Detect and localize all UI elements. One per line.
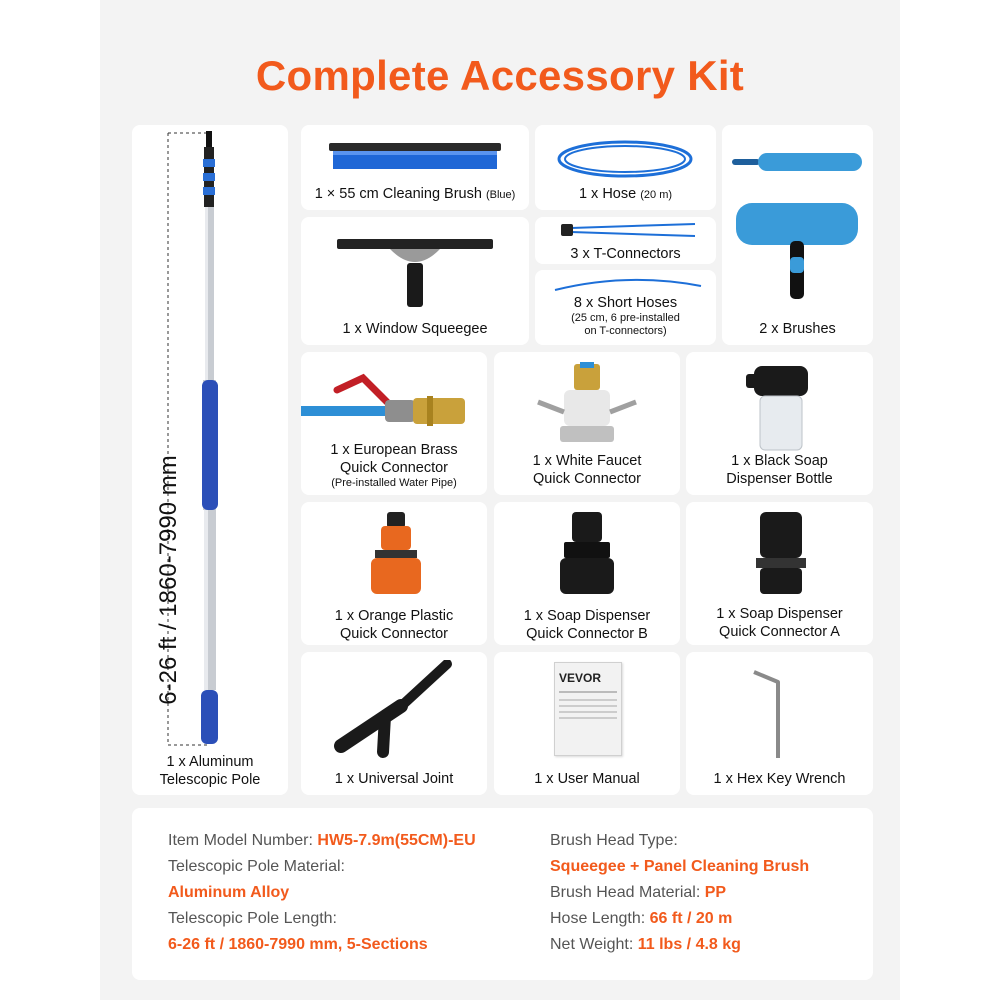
two-brushes-caption: 2 x Brushes (759, 321, 836, 337)
orange-connector-caption (301, 607, 487, 643)
spec-weight-value: 11 lbs / 4.8 kg (637, 936, 741, 953)
orange-connector-image (361, 510, 431, 600)
faucet-connector-image (534, 362, 640, 452)
orange-connector-line2: Quick Connector (340, 626, 448, 642)
spec-head-type-value: Squeegee + Panel Cleaning Brush (550, 858, 810, 875)
card-short-hoses (535, 270, 716, 345)
t-connectors-caption: 3 x T-Connectors (570, 246, 681, 262)
short-hoses-caption (535, 294, 716, 338)
squeegee-caption: 1 x Window Squeegee (342, 321, 488, 337)
short-hoses-note-line2: on T-connectors) (584, 325, 667, 337)
connector-a-caption (686, 605, 873, 641)
pole-caption-line2: Telescopic Pole (159, 772, 261, 788)
faucet-connector-caption (494, 452, 680, 488)
pole-dimension-label: 6-26 ft / 1860-7990 mm (155, 455, 182, 705)
card-brass-connector (301, 352, 487, 495)
hex-key-caption: 1 x Hex Key Wrench (713, 771, 846, 787)
user-manual-image (554, 662, 622, 756)
spec-weight-label: Net Weight: (550, 936, 634, 953)
brass-connector-line1: 1 x European Brass (330, 442, 458, 458)
hose-image (555, 135, 695, 183)
connector-a-image (746, 510, 816, 600)
spec-head-material-row (550, 880, 809, 906)
spec-model-label: Item Model Number: (168, 832, 313, 849)
cleaning-brush-label: 1 × 55 cm Cleaning Brush (314, 186, 482, 202)
spec-hose-length-value: 66 ft / 20 m (649, 910, 733, 927)
card-two-brushes (722, 125, 873, 345)
soap-bottle-image (746, 362, 816, 454)
connector-b-caption (494, 607, 680, 643)
spec-pole-length-value: 6-26 ft / 1860-7990 mm, 5-Sections (168, 936, 428, 953)
card-hose (535, 125, 716, 210)
user-manual-caption: 1 x User Manual (534, 771, 640, 787)
spec-head-type-label: Brush Head Type: (550, 832, 678, 849)
pole-caption-line1: 1 x Aluminum (166, 754, 254, 770)
brass-connector-caption (301, 441, 487, 490)
cleaning-brush-image (325, 141, 505, 181)
hex-key-image (748, 666, 808, 762)
user-manual-brand: VEVOR (559, 671, 602, 685)
card-universal-joint (301, 652, 487, 795)
connector-b-line1: 1 x Soap Dispenser (523, 608, 651, 624)
cleaning-brush-note: (Blue) (485, 189, 516, 201)
short-hoses-note-line1: (25 cm, 6 pre-installed (571, 312, 680, 324)
page-title: Complete Accessory Kit (255, 52, 745, 99)
soap-bottle-line1: 1 x Black Soap (731, 453, 828, 469)
spec-head-material-label: Brush Head Material: (550, 884, 701, 901)
card-connector-b (494, 502, 680, 645)
t-connectors-image (557, 220, 697, 240)
hose-note: (20 m) (640, 189, 673, 201)
brass-connector-image (301, 366, 487, 426)
connector-b-image (552, 510, 622, 600)
short-hoses-label: 8 x Short Hoses (573, 295, 678, 311)
card-squeegee (301, 217, 529, 345)
specs-left-column (168, 828, 476, 958)
card-user-manual (494, 652, 680, 795)
spec-head-material-value: PP (704, 884, 727, 901)
soap-bottle-line2: Dispenser Bottle (726, 471, 833, 487)
squeegee-image (335, 235, 495, 315)
pole-caption (132, 753, 288, 789)
hose-caption (535, 185, 716, 204)
specs-right-column (550, 828, 809, 958)
spec-model-value: HW5-7.9m(55CM)-EU (317, 832, 476, 849)
card-hex-key (686, 652, 873, 795)
pole-card (132, 125, 288, 795)
card-faucet-connector (494, 352, 680, 495)
spec-model-row (168, 828, 476, 854)
faucet-connector-line2: Quick Connector (533, 471, 641, 487)
spec-hose-length-row (550, 906, 809, 932)
soap-bottle-caption (686, 452, 873, 488)
card-orange-connector (301, 502, 487, 645)
brass-connector-note: (Pre-installed Water Pipe) (331, 477, 457, 489)
connector-a-line1: 1 x Soap Dispenser (716, 606, 843, 622)
cleaning-brush-caption (301, 185, 529, 204)
brushes-image (732, 145, 862, 305)
hose-label: 1 x Hose (578, 186, 637, 202)
connector-b-line2: Quick Connector B (526, 626, 648, 642)
spec-weight-row (550, 932, 809, 958)
card-t-connectors (535, 217, 716, 264)
card-cleaning-brush (301, 125, 529, 210)
brass-connector-line2: Quick Connector (340, 460, 448, 476)
card-soap-bottle (686, 352, 873, 495)
universal-joint-image (331, 660, 457, 760)
spec-pole-length-label: Telescopic Pole Length: (168, 910, 337, 927)
universal-joint-caption: 1 x Universal Joint (334, 771, 454, 787)
spec-pole-material-label: Telescopic Pole Material: (168, 858, 345, 875)
card-connector-a (686, 502, 873, 645)
orange-connector-line1: 1 x Orange Plastic (334, 608, 454, 624)
spec-pole-material-value: Aluminum Alloy (168, 884, 290, 901)
connector-a-line2: Quick Connector A (719, 624, 840, 640)
short-hoses-image (553, 276, 703, 294)
specs-panel (132, 808, 873, 980)
faucet-connector-line1: 1 x White Faucet (532, 453, 642, 469)
spec-hose-length-label: Hose Length: (550, 910, 646, 927)
